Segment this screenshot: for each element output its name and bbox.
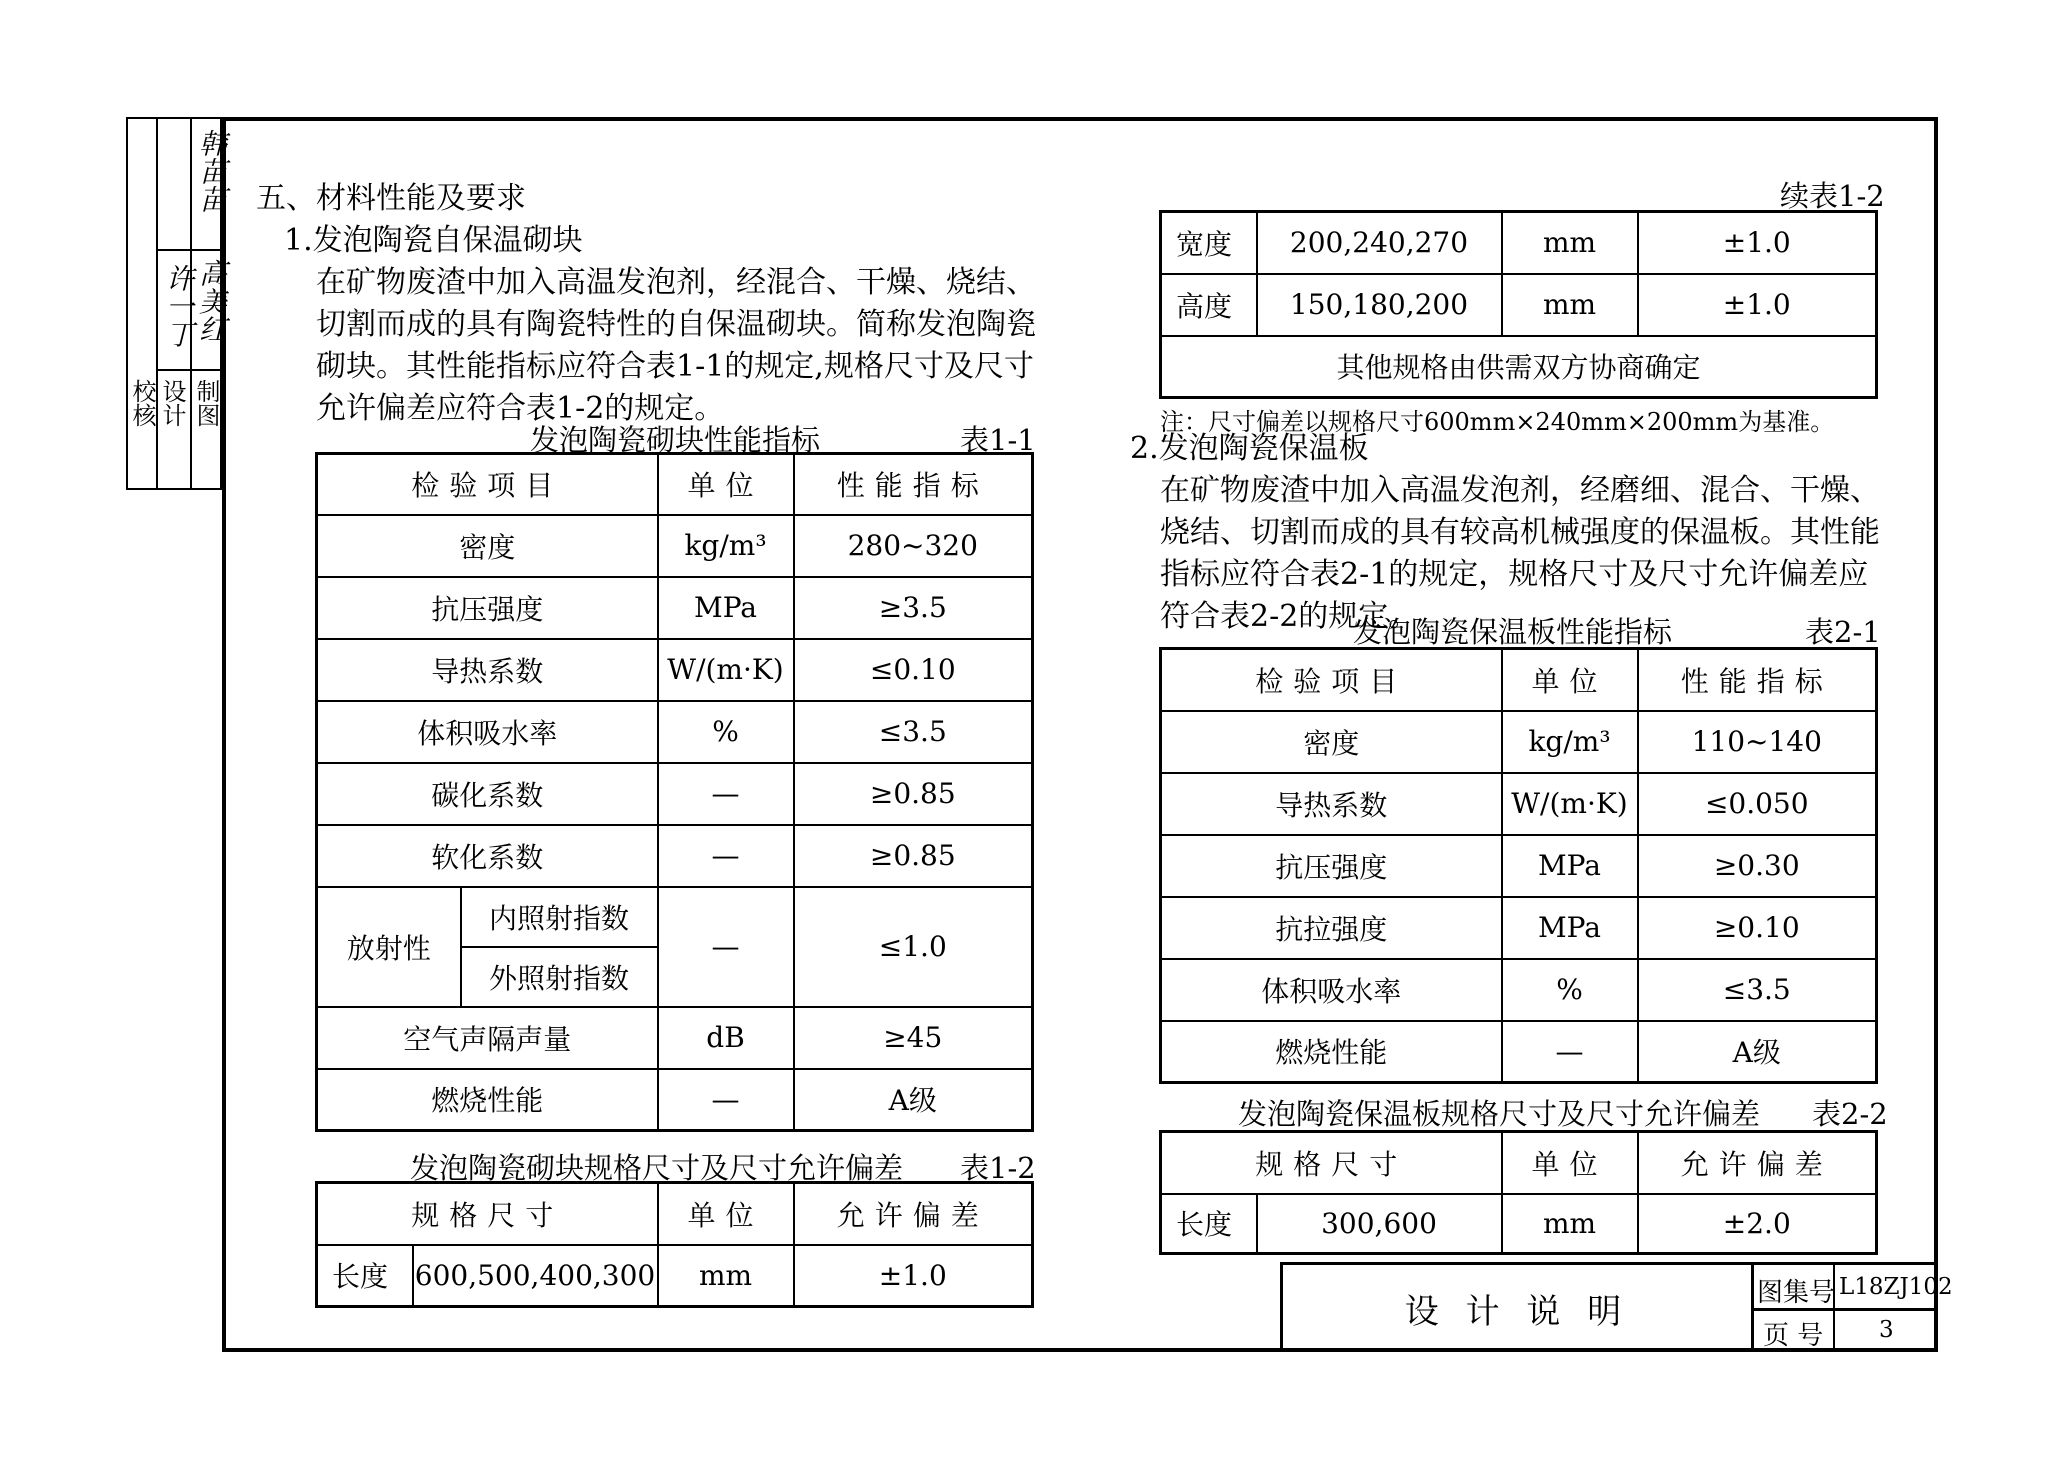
cell: ±1.0 <box>1638 274 1877 336</box>
header-cell: 单位 <box>1502 649 1638 711</box>
header-cell: 检验项目 <box>1161 649 1502 711</box>
drawing-title: 设 计 说 明 <box>1404 1292 1630 1332</box>
cell: — <box>658 887 794 1007</box>
cell: 碳化系数 <box>317 763 658 825</box>
cell: W/(m·K) <box>1502 773 1638 835</box>
table2-2 <box>1159 1130 1878 1255</box>
cell: ≤3.5 <box>1638 959 1877 1021</box>
cell: 体积吸水率 <box>317 701 658 763</box>
section-title: 五、材料性能及要求 <box>256 181 526 216</box>
cell: MPa <box>1502 835 1638 897</box>
cell: ≤1.0 <box>794 887 1033 1007</box>
cell: 280~320 <box>794 515 1033 577</box>
cell: mm <box>1502 274 1638 336</box>
header-cell: 允许偏差 <box>794 1183 1033 1245</box>
table1-1 <box>315 452 1034 1132</box>
table1-2-cont <box>1159 210 1878 399</box>
cell: mm <box>1502 1194 1638 1254</box>
table1-2-cont-caption: 续表1-2 <box>1780 179 1885 213</box>
cell: ±1.0 <box>794 1245 1033 1307</box>
table2-1-id: 表2-1 <box>1805 615 1881 649</box>
atlas-label: 图集号 <box>1757 1278 1836 1308</box>
cell: % <box>658 701 794 763</box>
cell: ≥0.85 <box>794 763 1033 825</box>
table1-1-caption: 发泡陶瓷砌块性能指标 <box>530 423 821 457</box>
divider <box>156 249 220 251</box>
cell: ≤0.050 <box>1638 773 1877 835</box>
header-cell: 规格尺寸 <box>317 1183 658 1245</box>
cell: — <box>658 825 794 887</box>
cell: ≥45 <box>794 1007 1033 1069</box>
table-note: 注：尺寸偏差以规格尺寸600mm×240mm×200mm为基准。 <box>1160 408 1835 436</box>
cell: 内照射指数 <box>461 887 658 947</box>
cell: 体积吸水率 <box>1161 959 1502 1021</box>
cell: 110~140 <box>1638 711 1877 773</box>
item2-title: 2.发泡陶瓷保温板 <box>1130 431 1369 466</box>
cell: 其他规格由供需双方协商确定 <box>1161 336 1877 398</box>
cell: 燃烧性能 <box>317 1069 658 1131</box>
cell: kg/m³ <box>658 515 794 577</box>
page-label: 页 号 <box>1763 1321 1824 1351</box>
header-cell: 性能指标 <box>794 454 1033 515</box>
header-cell: 单位 <box>658 454 794 515</box>
cell: ≥0.85 <box>794 825 1033 887</box>
cell: W/(m·K) <box>658 639 794 701</box>
cell: 软化系数 <box>317 825 658 887</box>
cell: ≥3.5 <box>794 577 1033 639</box>
cell: 150,180,200 <box>1257 274 1502 336</box>
table1-1-id: 表1-1 <box>960 423 1036 457</box>
role-label-design: 设计 <box>158 379 186 427</box>
table2-1 <box>1159 647 1878 1084</box>
cell: 导热系数 <box>317 639 658 701</box>
cell: kg/m³ <box>1502 711 1638 773</box>
cell: MPa <box>1502 897 1638 959</box>
role-label-check: 校核 <box>128 379 156 427</box>
cell: ≤3.5 <box>794 701 1033 763</box>
cell: 300,600 <box>1257 1194 1502 1254</box>
divider <box>156 369 220 371</box>
header-cell: 性能指标 <box>1638 649 1877 711</box>
header-cell: 规格尺寸 <box>1161 1132 1502 1194</box>
cell: 长度 <box>1161 1194 1257 1254</box>
cell: 放射性 <box>317 887 461 1007</box>
role-label-drawing: 制图 <box>192 379 220 427</box>
cell: 抗拉强度 <box>1161 897 1502 959</box>
table1-2 <box>315 1181 1034 1308</box>
signature-design: 许一丁 <box>162 264 195 348</box>
cell: 外照射指数 <box>461 947 658 1007</box>
cell: 长度 <box>317 1245 413 1307</box>
signature-strip <box>126 117 228 490</box>
cell: 600,500,400,300 <box>413 1245 658 1307</box>
table1-2-caption: 发泡陶瓷砌块规格尺寸及尺寸允许偏差 <box>410 1151 904 1185</box>
cell: 高度 <box>1161 274 1257 336</box>
cell: ≤0.10 <box>794 639 1033 701</box>
atlas-number: L18ZJ102 <box>1839 1274 1953 1300</box>
cell: 200,240,270 <box>1257 212 1502 274</box>
cell: ≥0.10 <box>1638 897 1877 959</box>
cell: 导热系数 <box>1161 773 1502 835</box>
title-block <box>1280 1262 1953 1352</box>
cell: ≥0.30 <box>1638 835 1877 897</box>
cell: MPa <box>658 577 794 639</box>
page-number: 3 <box>1879 1317 1894 1343</box>
cell: dB <box>658 1007 794 1069</box>
table2-2-id: 表2-2 <box>1812 1097 1888 1131</box>
item1-title: 1.发泡陶瓷自保温砌块 <box>284 223 583 258</box>
table2-2-caption: 发泡陶瓷保温板规格尺寸及尺寸允许偏差 <box>1238 1097 1761 1131</box>
cell: — <box>658 763 794 825</box>
header-cell: 检验项目 <box>317 454 658 515</box>
signature-drawing: 高美红 <box>195 259 228 343</box>
cell: 密度 <box>1161 711 1502 773</box>
table2-1-caption: 发泡陶瓷保温板性能指标 <box>1353 615 1673 649</box>
cell: ±2.0 <box>1638 1194 1877 1254</box>
cell: — <box>1502 1021 1638 1083</box>
cell: A级 <box>794 1069 1033 1131</box>
header-cell: 单位 <box>1502 1132 1638 1194</box>
item2-text: 在矿物废渣中加入高温发泡剂，经磨细、混合、干燥、烧结、切割而成的具有较高机械强度的保温板。其性能指标应符合表2-1的规定，规格尺寸及尺寸允许偏差应符合表2-2的规定。 <box>1160 473 1880 634</box>
cell: 密度 <box>317 515 658 577</box>
cell: 宽度 <box>1161 212 1257 274</box>
cell: A级 <box>1638 1021 1877 1083</box>
cell: 抗压强度 <box>1161 835 1502 897</box>
signature-check: 韩苗苗 <box>195 129 228 213</box>
cell: — <box>658 1069 794 1131</box>
table1-2-id: 表1-2 <box>960 1151 1036 1185</box>
cell: mm <box>1502 212 1638 274</box>
header-cell: 允许偏差 <box>1638 1132 1877 1194</box>
header-cell: 单位 <box>658 1183 794 1245</box>
cell: % <box>1502 959 1638 1021</box>
cell: ±1.0 <box>1638 212 1877 274</box>
cell: mm <box>658 1245 794 1307</box>
cell: 空气声隔声量 <box>317 1007 658 1069</box>
cell: 抗压强度 <box>317 577 658 639</box>
item1-text: 在矿物废渣中加入高温发泡剂，经混合、干燥、烧结、切割而成的具有陶瓷特性的自保温砌块。简称发泡陶瓷砌块。其性能指标应符合表1-1的规定,规格尺寸及尺寸允许偏差应符合表1-2的规定。 <box>316 265 1036 426</box>
cell: 燃烧性能 <box>1161 1021 1502 1083</box>
